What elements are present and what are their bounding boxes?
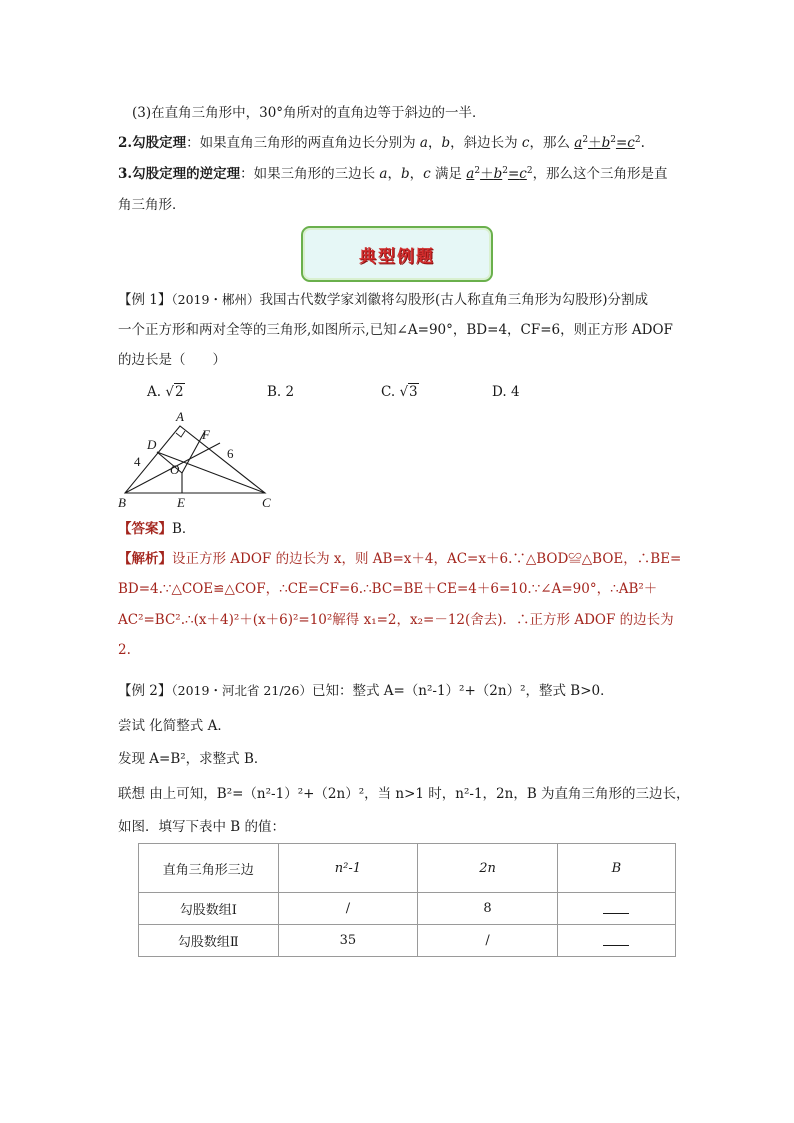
analysis-line2: BD=4.∵△COE≌△COF，∴CE=CF=6.∴BC=BE＋CE=4＋6=10.∵∠A=90°，∴AB²＋ bbox=[118, 581, 658, 597]
property-item-3: (3)在直角三角形中，30°角所对的直角边等于斜边的一半． bbox=[132, 105, 486, 121]
example1-line3: 的边长是（ ） bbox=[118, 352, 226, 368]
analysis-line3: AC²=BC².∴(x＋4)²＋(x＋6)²=10²解得 x₁=2，x₂=－12(舍去)．∴正方形 ADOF 的边长为 bbox=[118, 612, 674, 628]
triangle-figure bbox=[116, 406, 281, 511]
label-f: F bbox=[202, 427, 210, 442]
label-a: A bbox=[176, 409, 184, 424]
label-c: C bbox=[262, 495, 271, 510]
sqrt-icon: √3 bbox=[399, 384, 418, 400]
pythagorean-theorem: 2.勾股定理：如果直角三角形的两直角边长分别为 a，b，斜边长为 c，那么 $a^2+b^2=c^2$. bbox=[118, 135, 645, 151]
table-cell: 35 bbox=[278, 925, 418, 957]
table-cell: 勾股数组Ⅱ bbox=[139, 925, 279, 957]
analysis-line4: 2. bbox=[118, 642, 131, 658]
choice-c[interactable]: C. √3 bbox=[381, 384, 418, 400]
label-o: O bbox=[170, 462, 180, 477]
choice-d[interactable]: D. 4 bbox=[492, 384, 520, 400]
example2-find: 发现 A=B²，求整式 B． bbox=[118, 751, 268, 767]
right-angle-mark bbox=[176, 431, 185, 437]
length-cf: 6 bbox=[227, 446, 234, 461]
table-row bbox=[139, 893, 676, 925]
theorem-title: 2.勾股定理 bbox=[118, 135, 187, 151]
section-banner bbox=[301, 226, 493, 282]
converse-title: 3.勾股定理的逆定理 bbox=[118, 166, 241, 182]
table-cell: 8 bbox=[418, 893, 558, 925]
converse-theorem: 3.勾股定理的逆定理：如果三角形的三边长 a，b，c 满足 $a^2+b^2=c^2$，那么这个三角形是直 bbox=[118, 166, 668, 182]
answer: 【答案】B． bbox=[118, 521, 196, 537]
table-cell: 勾股数组Ⅰ bbox=[139, 893, 279, 925]
label-e: E bbox=[177, 495, 185, 510]
choice-a[interactable]: A. √2 bbox=[147, 384, 184, 400]
table-cell: / bbox=[418, 925, 558, 957]
length-bd: 4 bbox=[134, 454, 141, 469]
table-header-row bbox=[139, 844, 676, 893]
example2-try: 尝试 化简整式 A． bbox=[118, 718, 231, 734]
analysis-label: 【解析】 bbox=[118, 551, 172, 567]
choice-b[interactable]: B. 2 bbox=[267, 384, 295, 400]
answer-label: 【答案】 bbox=[118, 521, 172, 537]
example2-assoc1: 联想 由上可知，B²=（n²-1）²+（2n）²，当 n>1 时，n²-1，2n，B 为直角三角形的三边长， bbox=[118, 786, 690, 802]
table-header: B bbox=[557, 844, 675, 893]
table-header: 2n bbox=[418, 844, 558, 893]
example2-line1: 【例 2】（2019・河北省 21/26）已知：整式 A=（n²-1）²+（2n）²，整式 B>0． bbox=[118, 683, 614, 699]
label-b: B bbox=[118, 495, 126, 510]
analysis-line1: 【解析】设正方形 ADOF 的边长为 x，则 AB=x＋4，AC=x＋6.∵△BOD≌△BOE，∴BE= bbox=[118, 551, 682, 567]
answer-blank[interactable] bbox=[557, 925, 675, 957]
label-d: D bbox=[147, 437, 157, 452]
converse-theorem-cont: 角三角形． bbox=[118, 197, 186, 213]
table-cell: / bbox=[278, 893, 418, 925]
example1-label: 【例 1】 bbox=[118, 292, 172, 308]
example2-assoc2: 如图．填写下表中 B 的值： bbox=[118, 819, 286, 835]
triangle-abc bbox=[125, 426, 265, 493]
sqrt-icon: √2 bbox=[165, 384, 184, 400]
example1-line1: 【例 1】（2019・郴州）我国古代数学家刘徽将勾股形(古人称直角三角形为勾股形)分割成 bbox=[118, 292, 648, 308]
example1-line2: 一个正方形和两对全等的三角形,如图所示,已知∠A=90°，BD=4，CF=6，则正方形 ADOF bbox=[118, 322, 673, 338]
table-row bbox=[139, 925, 676, 957]
pythagorean-table bbox=[138, 843, 676, 957]
table-header: 直角三角形三边 bbox=[139, 844, 279, 893]
example2-label: 【例 2】 bbox=[118, 683, 172, 699]
answer-blank[interactable] bbox=[557, 893, 675, 925]
table-header: n²-1 bbox=[278, 844, 418, 893]
banner-title: 典型例题 bbox=[359, 246, 435, 267]
